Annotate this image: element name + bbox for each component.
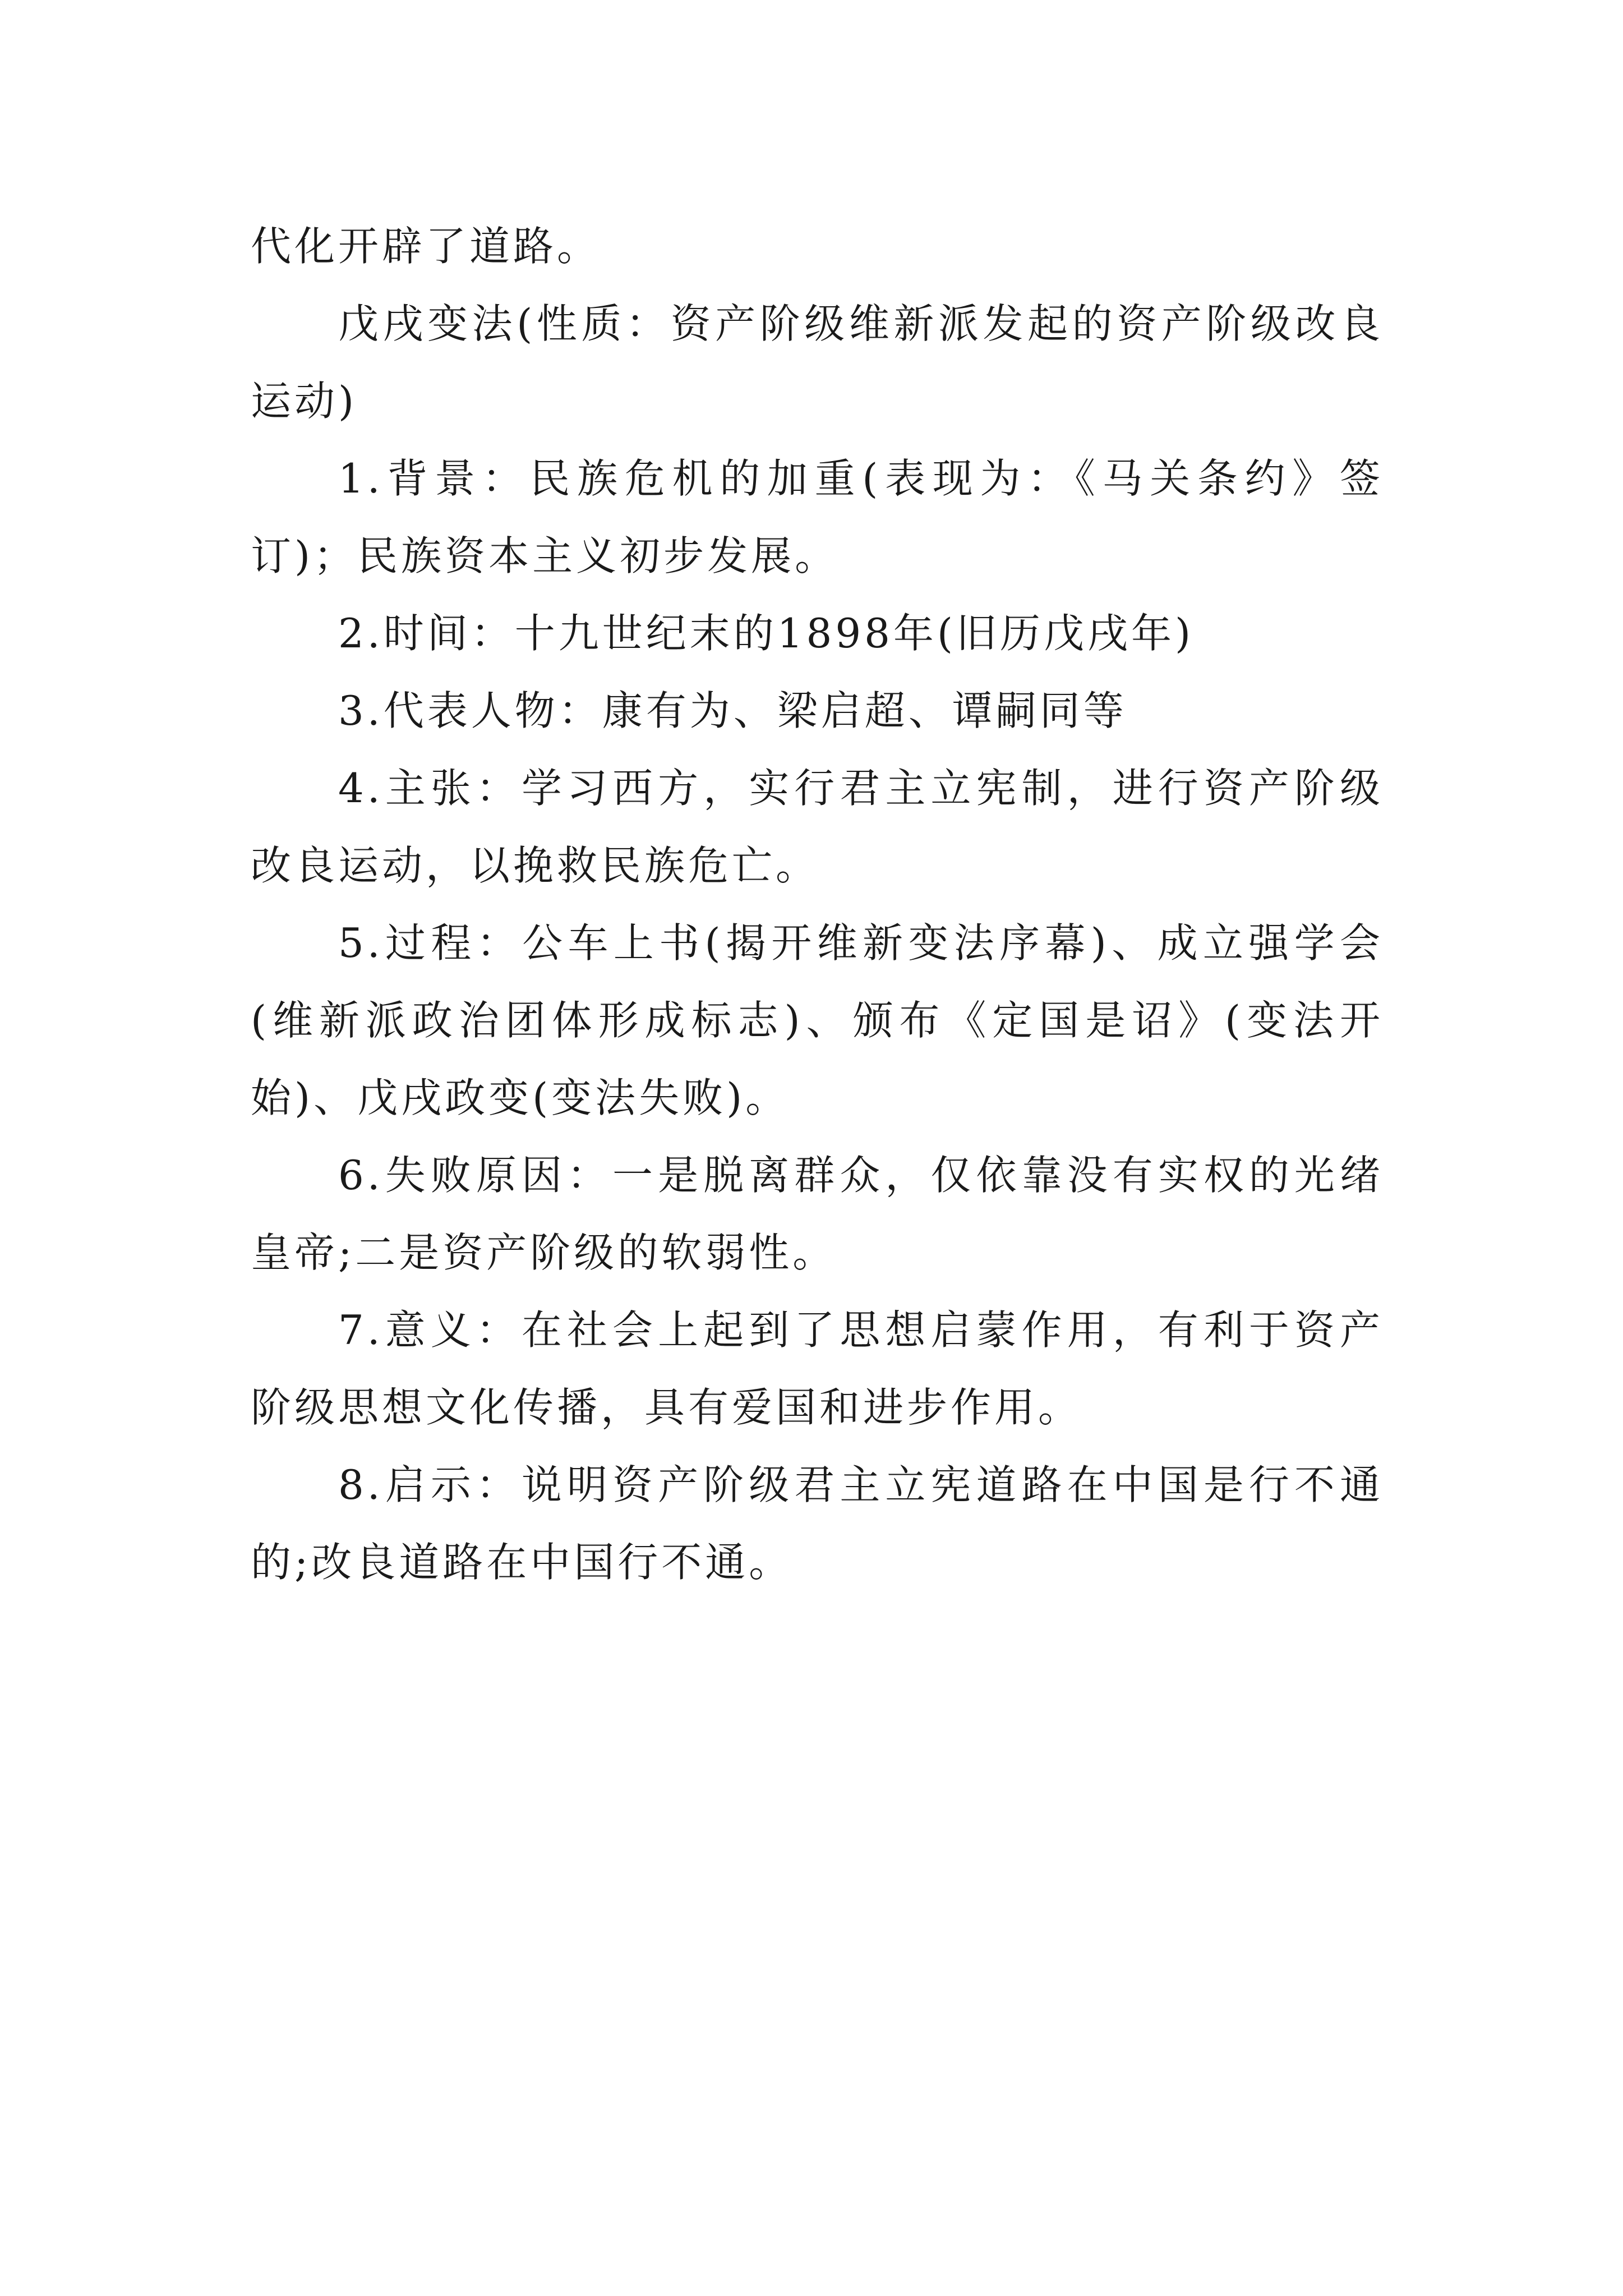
paragraph-lesson: 8.启示：说明资产阶级君主立宪道路在中国是行不通的;改良道路在中国行不通。 (251, 1461, 1384, 1586)
paragraph-background: 1.背景：民族危机的加重(表现为：《马关条约》签订)；民族资本主义初步发展。 (251, 455, 1384, 579)
paragraph-time: 2.时间：十九世纪末的1898年(旧历戊戌年) (338, 610, 1195, 657)
paragraph-failure-reasons: 6.失败原因：一是脱离群众，仅依靠没有实权的光绪皇帝;二是资产阶级的软弱性。 (251, 1152, 1384, 1276)
paragraph-continuation: 代化开辟了道路。 (251, 223, 601, 270)
paragraph-proposal: 4.主张：学习西方，实行君主立宪制，进行资产阶级改良运动，以挽救民族危亡。 (251, 765, 1384, 889)
paragraph-section-heading: 戊戌变法(性质：资产阶级维新派发起的资产阶级改良运动) (251, 300, 1384, 425)
document-body (251, 208, 1384, 1601)
paragraph-process: 5.过程：公车上书(揭开维新变法序幕)、成立强学会(维新派政治团体形成标志)、颁布《定国是诏》(变法开始)、戊戌政变(变法失败)。 (251, 919, 1384, 1121)
paragraph-figures: 3.代表人物：康有为、梁启超、谭嗣同等 (338, 687, 1127, 734)
paragraph-significance: 7.意义：在社会上起到了思想启蒙作用，有利于资产阶级思想文化传播，具有爱国和进步作用。 (251, 1306, 1384, 1431)
